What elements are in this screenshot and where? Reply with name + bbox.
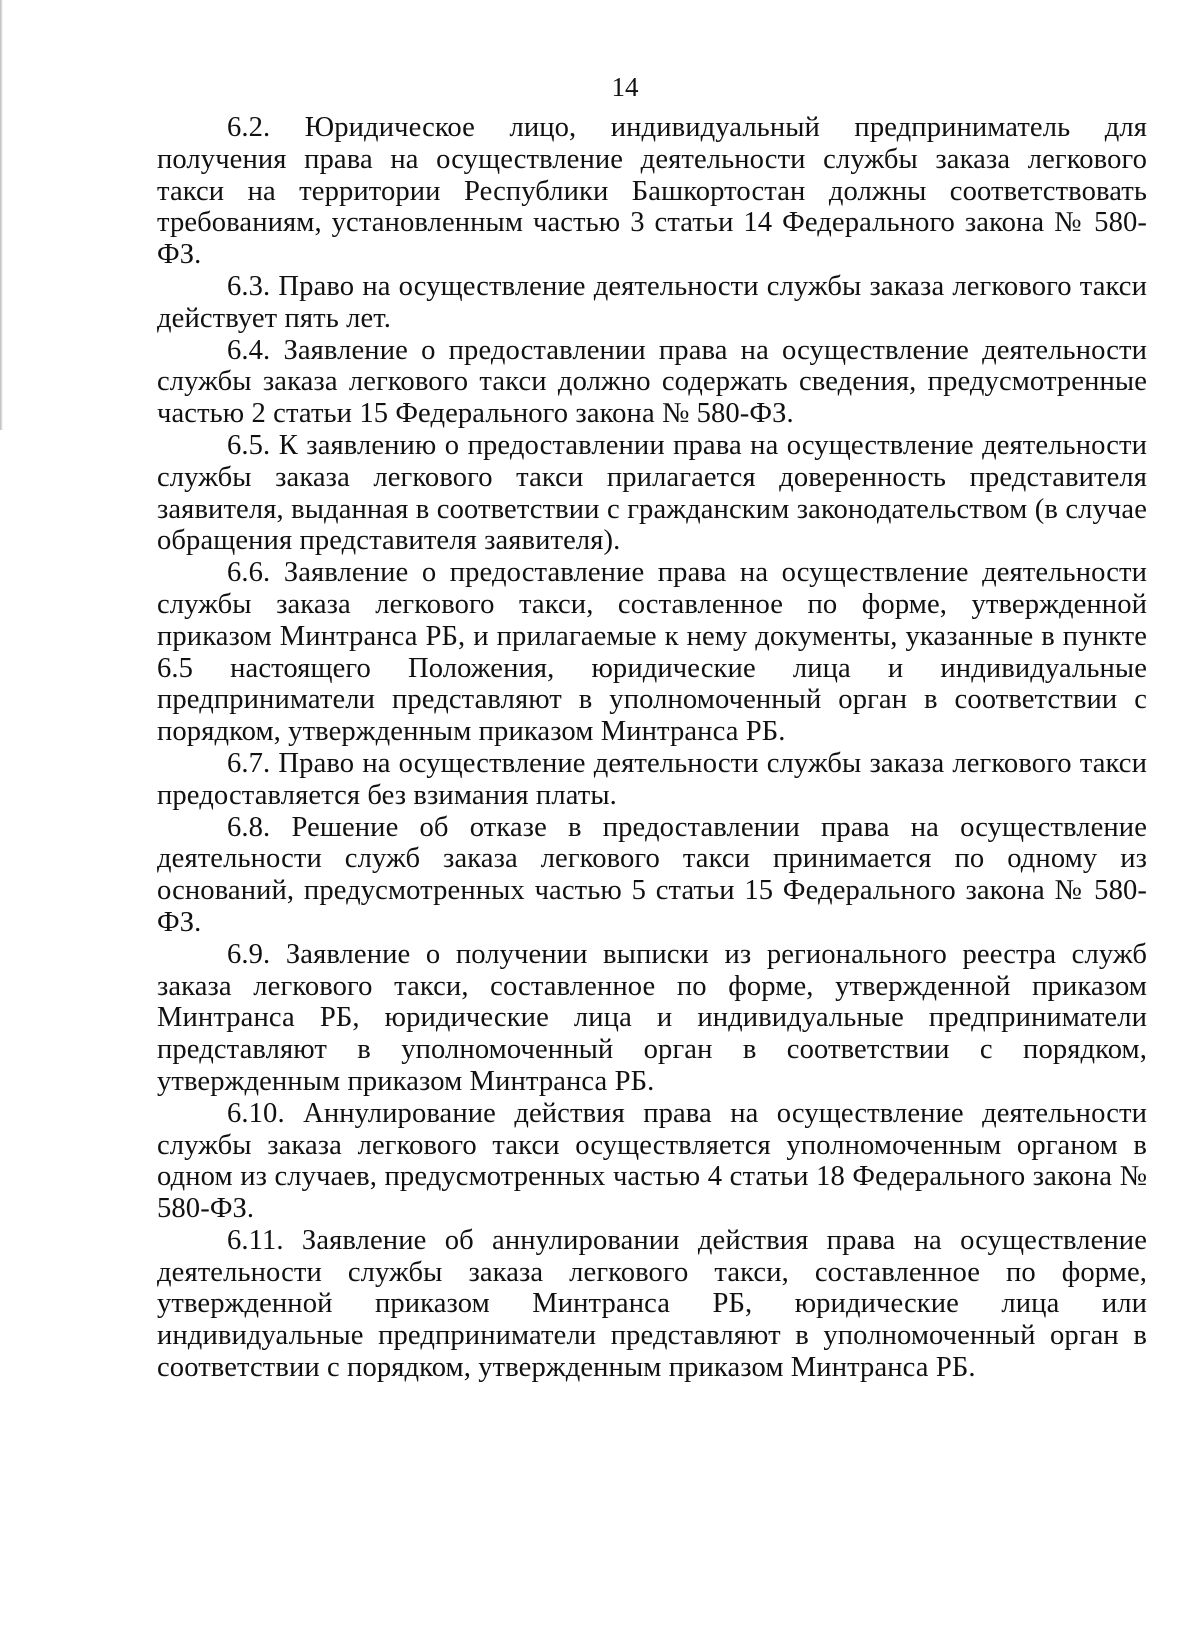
paragraph-6-6: 6.6. Заявление о предоставление права на осуществление деятельности службы заказа легкового такси, составленное по форме, утвержденной приказом Минтранса РБ, и прилагаемые к нему документы, указанные в пункте 6.5 настоящего Положения, юридические лица и индивидуальные предприниматели представляют в уполномоченный орган в соответствии с порядком, утвержденным приказом Минтранса РБ. — [157, 557, 1147, 748]
document-body — [157, 112, 1147, 1384]
paragraph-6-7: 6.7. Право на осуществление деятельности службы заказа легкового такси предоставляется без взимания платы. — [157, 747, 1147, 811]
paragraph-6-2: 6.2. Юридическое лицо, индивидуальный предприниматель для получения права на осуществление деятельности службы заказа легкового такси на территории Республики Башкортостан должны соответствовать требованиям, установленным частью 3 статьи 14 Федерального закона № 580-ФЗ. — [157, 112, 1147, 271]
paragraph-6-3: 6.3. Право на осуществление деятельности службы заказа легкового такси действует пять лет. — [157, 270, 1147, 334]
scan-edge-shadow — [0, 0, 3, 430]
paragraph-6-11: 6.11. Заявление об аннулировании действия права на осуществление деятельности службы заказа легкового такси, составленное по форме, утвержденной приказом Минтранса РБ, юридические лица или индивидуальные предприниматели представляют в уполномоченный орган в соответствии с порядком, утвержденным приказом Минтранса РБ. — [157, 1224, 1147, 1384]
paragraph-6-5: 6.5. К заявлению о предоставлении права на осуществление деятельности службы заказа легкового такси прилагается доверенность представителя заявителя, выданная в соответствии с гражданским законодательством (в случае обращения представителя заявителя). — [157, 429, 1147, 557]
paragraph-6-8: 6.8. Решение об отказе в предоставлении права на осуществление деятельности служб заказа легкового такси принимается по одному из оснований, предусмотренных частью 5 статьи 15 Федерального закона № 580-ФЗ. — [157, 811, 1147, 938]
paragraph-6-9: 6.9. Заявление о получении выписки из регионального реестра служб заказа легкового такси, составленное по форме, утвержденной приказом Минтранса РБ, юридические лица и индивидуальные предприниматели представляют в уполномоченный орган в соответствии с порядком, утвержденным приказом Минтранса РБ. — [157, 938, 1147, 1097]
paragraph-6-4: 6.4. Заявление о предоставлении права на осуществление деятельности службы заказа легкового такси должно содержать сведения, предусмотренные частью 2 статьи 15 Федерального закона № 580-ФЗ. — [157, 334, 1147, 430]
paragraph-6-10: 6.10. Аннулирование действия права на осуществление деятельности службы заказа легкового такси осуществляется уполномоченным органом в одном из случаев, предусмотренных частью 4 статьи 18 Федерального закона № 580-ФЗ. — [157, 1097, 1147, 1225]
page-number: 14 — [611, 72, 639, 102]
